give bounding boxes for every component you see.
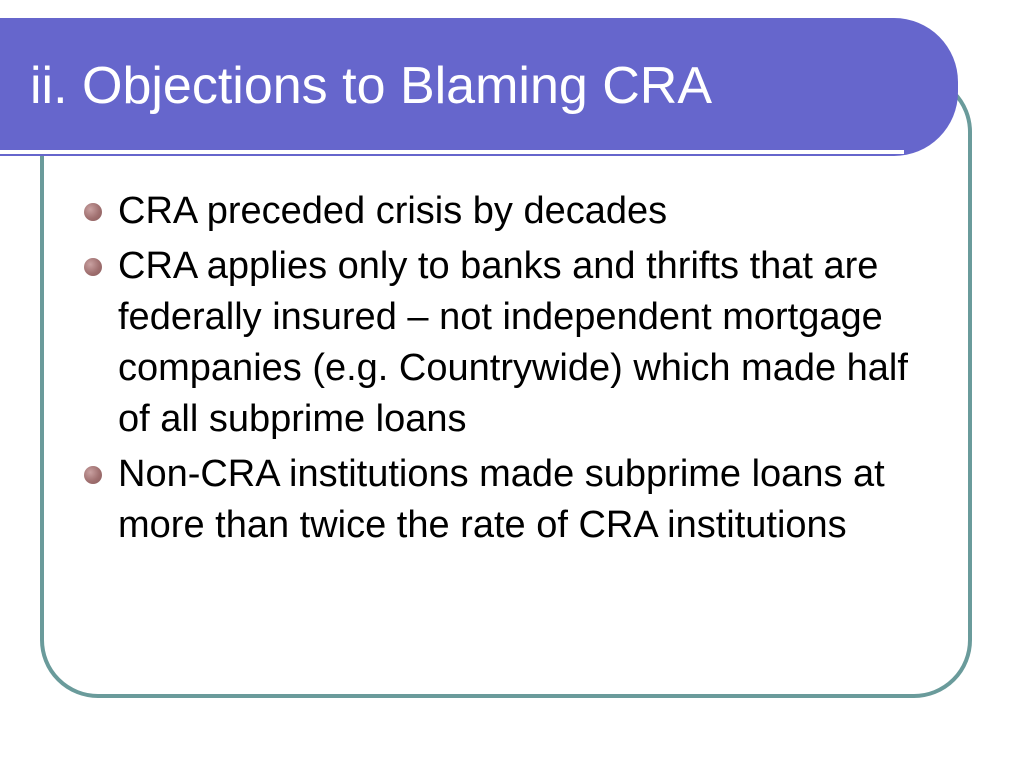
bullet-item bbox=[82, 186, 942, 237]
bullet-item bbox=[82, 241, 942, 445]
bullet-item bbox=[82, 449, 942, 551]
bullet-text: CRA applies only to banks and thrifts that are federally insured – not independent mortgage companies (e.g. Countrywide) which made half of all subprime loans bbox=[118, 245, 908, 440]
bullet-dot-icon bbox=[84, 466, 102, 484]
title-bar bbox=[0, 18, 958, 156]
bullet-dot-icon bbox=[84, 258, 102, 276]
bullet-text: Non-CRA institutions made subprime loans at more than twice the rate of CRA institutions bbox=[118, 453, 885, 546]
bullet-dot-icon bbox=[84, 203, 102, 221]
bullet-text: CRA preceded crisis by decades bbox=[118, 190, 668, 232]
title-underline bbox=[0, 150, 904, 154]
bullet-list bbox=[82, 186, 942, 555]
slide-title: ii. Objections to Blaming CRA bbox=[30, 57, 713, 115]
